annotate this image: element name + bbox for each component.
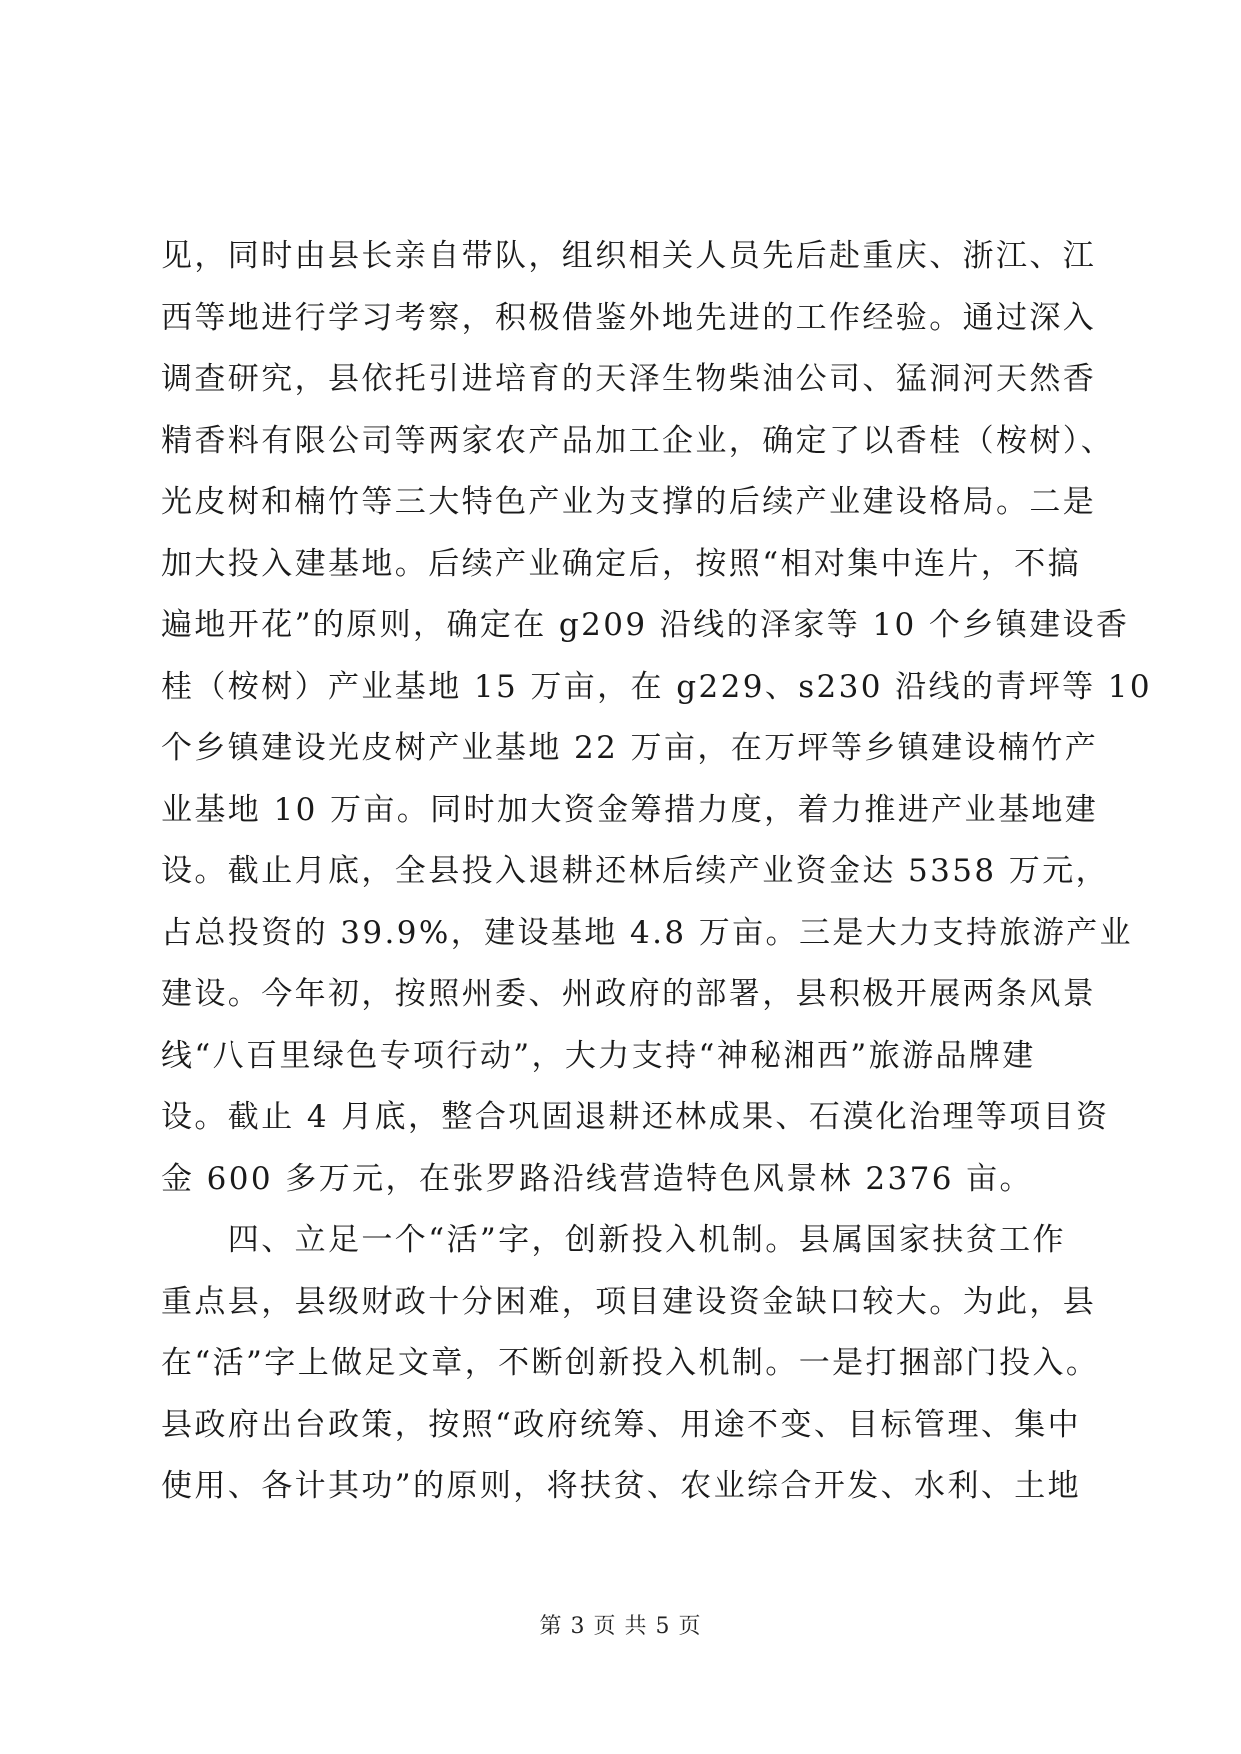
text-line: 四、立足一个“活”字，创新投入机制。县属国家扶贫工作 — [161, 1222, 1066, 1258]
text-line: 县政府出台政策，按照“政府统筹、用途不变、目标管理、集中 — [161, 1406, 1082, 1443]
text-line: 设。截止 4 月底，整合巩固退耕还林成果、石漠化治理等项目资 — [161, 1099, 1110, 1135]
text-line: 个乡镇建设光皮树产业基地 22 万亩，在万坪等乡镇建设楠竹产 — [161, 730, 1099, 766]
text-line: 占总投资的 39.9%，建设基地 4.8 万亩。三是大力支持旅游产业 — [161, 914, 1133, 951]
text-line: 加大投入建基地。后续产业确定后，按照“相对集中连片，不搞 — [161, 545, 1082, 582]
text-line: 在“活”字上做足文章，不断创新投入机制。一是打捆部门投入。 — [161, 1345, 1100, 1381]
text-line: 桂（桉树）产业基地 15 万亩，在 g229、s230 沿线的青坪等 10 — [161, 668, 1153, 705]
text-line: 金 600 多万元，在张罗路沿线营造特色风景林 2376 亩。 — [161, 1160, 1033, 1197]
text-line: 精香料有限公司等两家农产品加工企业，确定了以香桂（桉树）、 — [161, 422, 1115, 459]
text-line: 见，同时由县长亲自带队，组织相关人员先后赴重庆、浙江、江 — [161, 238, 1097, 274]
text-line: 使用、各计其功”的原则，将扶贫、农业综合开发、水利、土地 — [161, 1468, 1082, 1504]
text-line: 重点县，县级财政十分困难，项目建设资金缺口较大。为此，县 — [161, 1283, 1097, 1320]
text-line: 建设。今年初，按照州委、州政府的部署，县积极开展两条风景 — [161, 976, 1097, 1012]
text-line: 遍地开花”的原则，确定在 g209 沿线的泽家等 10 个乡镇建设香 — [161, 607, 1130, 643]
text-line: 业基地 10 万亩。同时加大资金筹措力度，着力推进产业基地建 — [161, 791, 1099, 828]
text-line: 调查研究，县依托引进培育的天泽生物柴油公司、猛洞河天然香 — [161, 361, 1097, 397]
text-line: 西等地进行学习考察，积极借鉴外地先进的工作经验。通过深入 — [161, 299, 1097, 336]
text-line: 光皮树和楠竹等三大特色产业为支撑的后续产业建设格局。二是 — [161, 484, 1097, 520]
body-text — [161, 226, 1153, 1518]
text-line: 设。截止月底，全县投入退耕还林后续产业资金达 5358 万元， — [161, 853, 1109, 889]
text-line: 线“八百里绿色专项行动”，大力支持“神秘湘西”旅游品牌建 — [161, 1037, 1036, 1074]
page-number-footer: 第 3 页 共 5 页 — [539, 1614, 702, 1639]
